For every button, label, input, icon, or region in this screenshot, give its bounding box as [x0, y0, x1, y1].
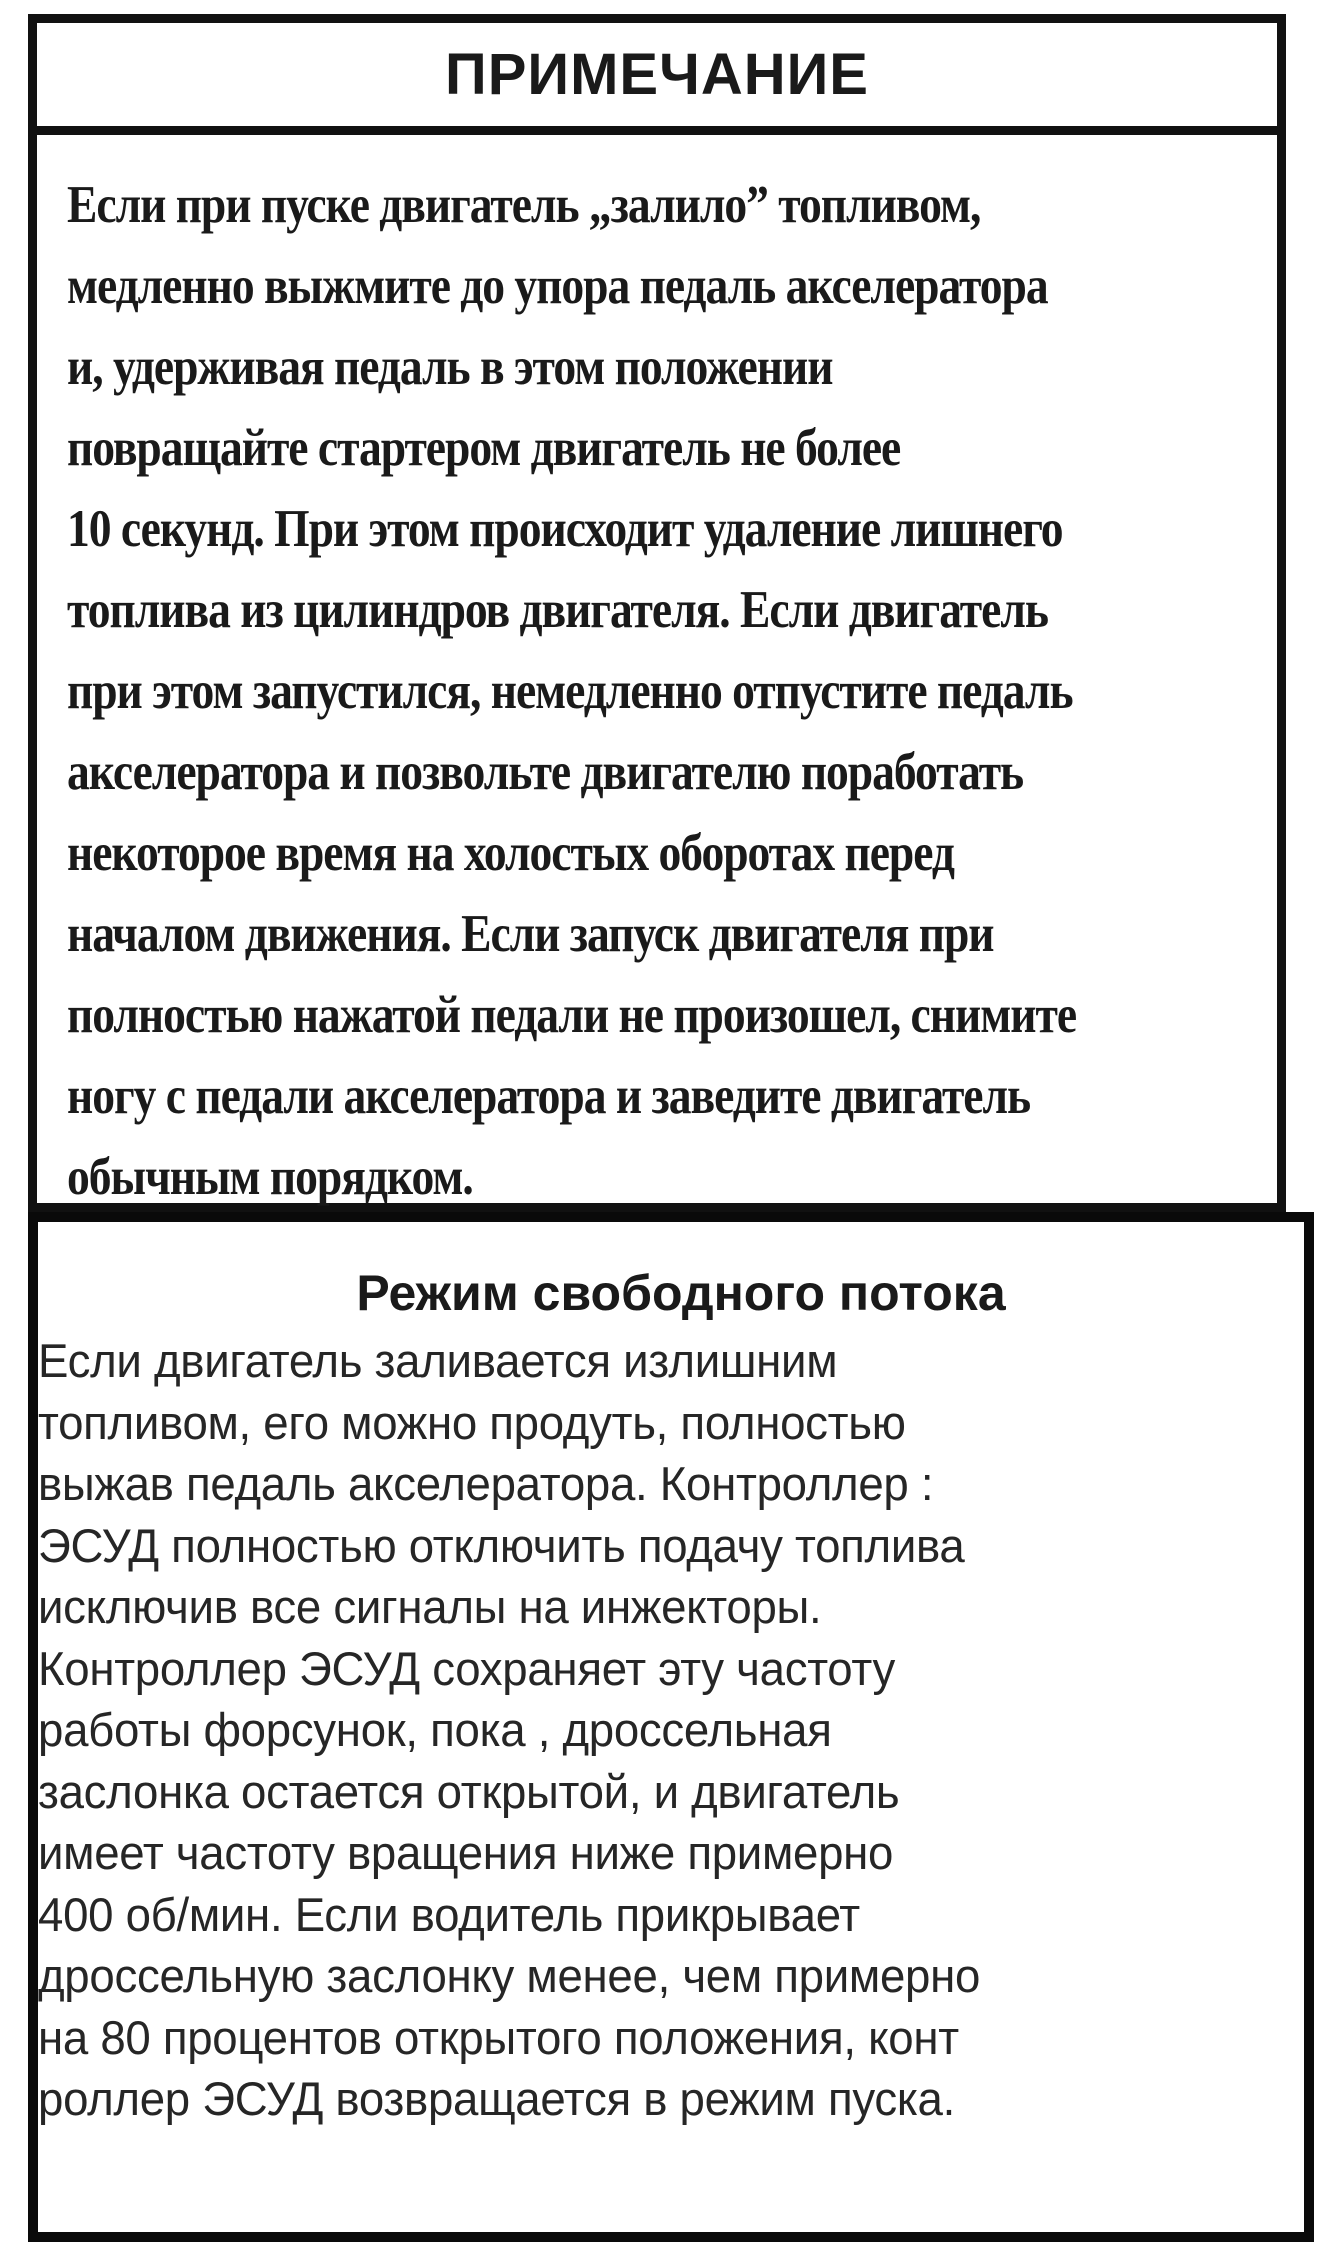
- note-line: началом движения. Если запуск двигателя при: [67, 905, 994, 963]
- note-line: ногу с педали акселератора и заведите двигатель: [67, 1067, 1031, 1125]
- flood-mode-line: ЭСУД полностью отключить подачу топлива: [38, 1518, 965, 1572]
- flood-mode-line: роллер ЭСУД возвращается в режим пуска.: [38, 2072, 955, 2125]
- flood-mode-line: выжав педаль акселератора. Контроллер :: [38, 1457, 934, 1510]
- flood-mode-line: работы форсунок, пока , дроссельная: [38, 1703, 832, 1756]
- flood-mode-line: заслонка остается открытой, и двигатель: [38, 1764, 900, 1818]
- note-line: топлива из цилиндров двигателя. Если двигатель: [67, 581, 1048, 639]
- note-title: ПРИМЕЧАНИЕ: [445, 42, 869, 107]
- flood-mode-line: 400 об/мин. Если водитель прикрывает: [38, 1887, 860, 1941]
- note-box: [28, 14, 1286, 1212]
- flood-mode-box: [28, 1212, 1314, 2242]
- note-line: полностью нажатой педали не произошел, снимите: [67, 986, 1077, 1044]
- note-line: акселератора и позвольте двигателю поработать: [67, 743, 1024, 801]
- note-line: обычным порядком.: [67, 1148, 473, 1206]
- flood-mode-body: [38, 1330, 1304, 2130]
- note-body: [37, 135, 1277, 1218]
- flood-mode-line: топливом, его можно продуть, полностью: [38, 1395, 906, 1449]
- note-line: Если при пуске двигатель „залило” топливом,: [67, 176, 981, 234]
- flood-mode-line: исключив все сигналы на инжекторы.: [38, 1580, 822, 1633]
- note-line: некоторое время на холостых оборотах перед: [67, 824, 954, 882]
- flood-mode-line: на 80 процентов открытого положения, конт: [38, 2010, 959, 2064]
- note-line: повращайте стартером двигатель не более: [67, 419, 901, 477]
- note-header: [37, 23, 1277, 135]
- flood-mode-title: Режим свободного потока: [356, 1265, 1006, 1321]
- flood-mode-line: дроссельную заслонку менее, чем примерно: [38, 1949, 981, 2002]
- flood-mode-line: Если двигатель заливается излишним: [38, 1334, 838, 1387]
- note-line: медленно выжмите до упора педаль акселератора: [67, 257, 1048, 315]
- flood-mode-line: имеет частоту вращения ниже примерно: [38, 1826, 894, 1879]
- flood-mode-line: Контроллер ЭСУД сохраняет эту частоту: [38, 1641, 895, 1695]
- note-line: 10 секунд. При этом происходит удаление лишнего: [67, 500, 1063, 558]
- note-line: и, удерживая педаль в этом положении: [67, 338, 833, 396]
- note-line: при этом запустился, немедленно отпустите педаль: [67, 662, 1073, 720]
